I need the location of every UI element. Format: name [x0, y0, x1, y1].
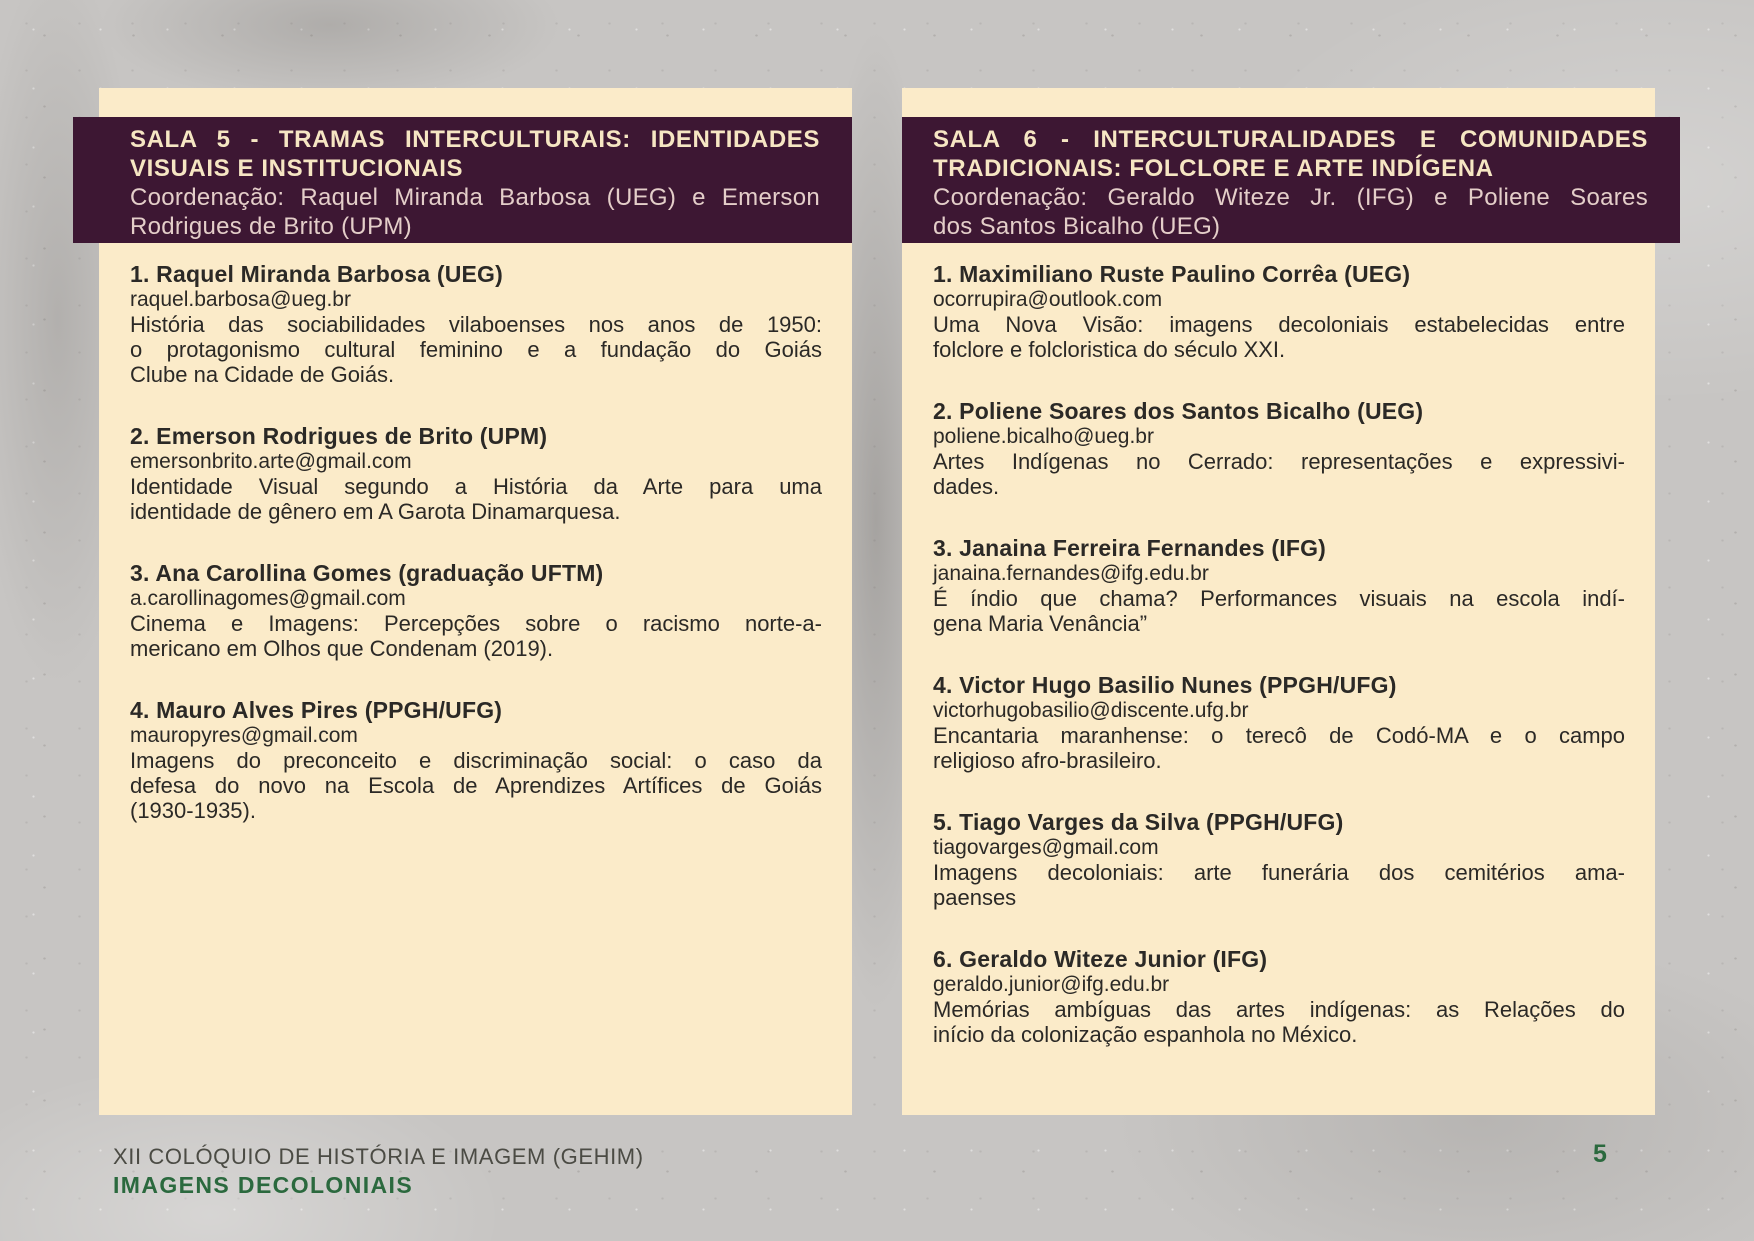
presenter-email: geraldo.junior@ifg.edu.br — [933, 973, 1170, 996]
session-entry — [130, 424, 822, 524]
paper-title-line: mericano em Olhos que Condenam (2019). — [130, 636, 554, 661]
presenter-name: 6. Geraldo Witeze Junior (IFG) — [933, 946, 1268, 972]
session-entry — [130, 561, 822, 661]
session-entry — [130, 262, 822, 387]
session-title-line: SALA 6 - INTERCULTURALIDADES E COMUNIDADES — [933, 126, 1648, 153]
paper-title-line: folclore e folcloristica do século XXI. — [933, 337, 1286, 362]
sala5-header-band — [73, 117, 852, 243]
page-number: 5 — [1593, 1140, 1607, 1168]
paper-title-line: Encantaria maranhense: o terecô de Codó-MA e o campo — [933, 723, 1625, 748]
session-entry — [933, 810, 1625, 910]
sala5-title — [130, 125, 820, 183]
session-entry — [933, 262, 1625, 362]
paper-title-line: defesa do novo na Escola de Aprendizes Artífices de Goiás — [130, 773, 822, 798]
presenter-name: 4. Mauro Alves Pires (PPGH/UFG) — [130, 697, 503, 723]
sala6-header-band — [902, 117, 1680, 243]
paper-title-line: paenses — [933, 885, 1017, 910]
coordination-line: Coordenação: Geraldo Witeze Jr. (IFG) e Poliene Soares — [933, 184, 1648, 211]
paper-title-line: dades. — [933, 474, 1000, 499]
presenter-email: ocorrupira@outlook.com — [933, 288, 1163, 311]
sala5-coordination — [130, 183, 820, 241]
session-title-line: TRADICIONAIS: FOLCLORE E ARTE INDÍGENA — [933, 155, 1494, 182]
coordination-line: dos Santos Bicalho (UEG) — [933, 213, 1221, 240]
paper-title-line: Identidade Visual segundo a História da Arte para uma — [130, 474, 822, 499]
paper-title-line: Uma Nova Visão: imagens decoloniais estabelecidas entre — [933, 312, 1625, 337]
coordination-line: Coordenação: Raquel Miranda Barbosa (UEG) e Emerson — [130, 184, 820, 211]
paper-title-line: Cinema e Imagens: Percepções sobre o racismo norte-a- — [130, 611, 822, 636]
presenter-email: janaina.fernandes@ifg.edu.br — [933, 562, 1209, 585]
session-entry — [933, 399, 1625, 499]
presenter-name: 4. Victor Hugo Basilio Nunes (PPGH/UFG) — [933, 672, 1397, 698]
paper-title-line: Imagens do preconceito e discriminação social: o caso da — [130, 748, 822, 773]
presenter-name: 2. Poliene Soares dos Santos Bicalho (UEG) — [933, 398, 1424, 424]
paper-title-line: gena Maria Venância” — [933, 611, 1148, 636]
paper-title-line: Memórias ambíguas das artes indígenas: as Relações do — [933, 997, 1625, 1022]
paper-title-line: Clube na Cidade de Goiás. — [130, 362, 395, 387]
paper-title-line: início da colonização espanhola no México. — [933, 1022, 1358, 1047]
presenter-name: 3. Ana Carollina Gomes (graduação UFTM) — [130, 560, 604, 586]
page-footer — [113, 1144, 644, 1199]
presenter-name: 1. Raquel Miranda Barbosa (UEG) — [130, 261, 503, 287]
session-entry — [130, 698, 822, 823]
session-entry — [933, 536, 1625, 636]
paper-title-line: Artes Indígenas no Cerrado: representações e expressivi- — [933, 449, 1625, 474]
presenter-email: victorhugobasilio@discente.ufg.br — [933, 699, 1249, 722]
session-title-line: SALA 5 - TRAMAS INTERCULTURAIS: IDENTIDADES — [130, 126, 820, 153]
session-title-line: VISUAIS E INSTITUCIONAIS — [130, 155, 464, 182]
sala6-title — [933, 125, 1648, 183]
coordination-line: Rodrigues de Brito (UPM) — [130, 213, 412, 240]
presenter-name: 1. Maximiliano Ruste Paulino Corrêa (UEG) — [933, 261, 1411, 287]
presenter-email: emersonbrito.arte@gmail.com — [130, 450, 412, 473]
sala6-coordination — [933, 183, 1648, 241]
presenter-name: 5. Tiago Varges da Silva (PPGH/UFG) — [933, 809, 1344, 835]
presenter-email: a.carollinagomes@gmail.com — [130, 587, 406, 610]
paper-title-line: (1930-1935). — [130, 798, 256, 823]
presenter-email: tiagovarges@gmail.com — [933, 836, 1159, 859]
paper-title-line: É índio que chama? Performances visuais na escola indí- — [933, 586, 1625, 611]
presenter-name: 2. Emerson Rodrigues de Brito (UPM) — [130, 423, 548, 449]
paper-title-line: religioso afro-brasileiro. — [933, 748, 1162, 773]
paper-title-line: História das sociabilidades vilaboenses nos anos de 1950: — [130, 312, 822, 337]
presenter-email: raquel.barbosa@ueg.br — [130, 288, 351, 311]
paper-title-line: Imagens decoloniais: arte funerária dos cemitérios ama- — [933, 860, 1625, 885]
presenter-email: mauropyres@gmail.com — [130, 724, 358, 747]
event-name: XII COLÓQUIO DE HISTÓRIA E IMAGEM (GEHIM) — [113, 1144, 644, 1169]
presenter-name: 3. Janaina Ferreira Fernandes (IFG) — [933, 535, 1327, 561]
paper-title-line: o protagonismo cultural feminino e a fundação do Goiás — [130, 337, 822, 362]
paper-title-line: identidade de gênero em A Garota Dinamarquesa. — [130, 499, 621, 524]
presenter-email: poliene.bicalho@ueg.br — [933, 425, 1154, 448]
session-entry — [933, 947, 1625, 1047]
session-entry — [933, 673, 1625, 773]
event-theme: IMAGENS DECOLONIAIS — [113, 1172, 414, 1198]
